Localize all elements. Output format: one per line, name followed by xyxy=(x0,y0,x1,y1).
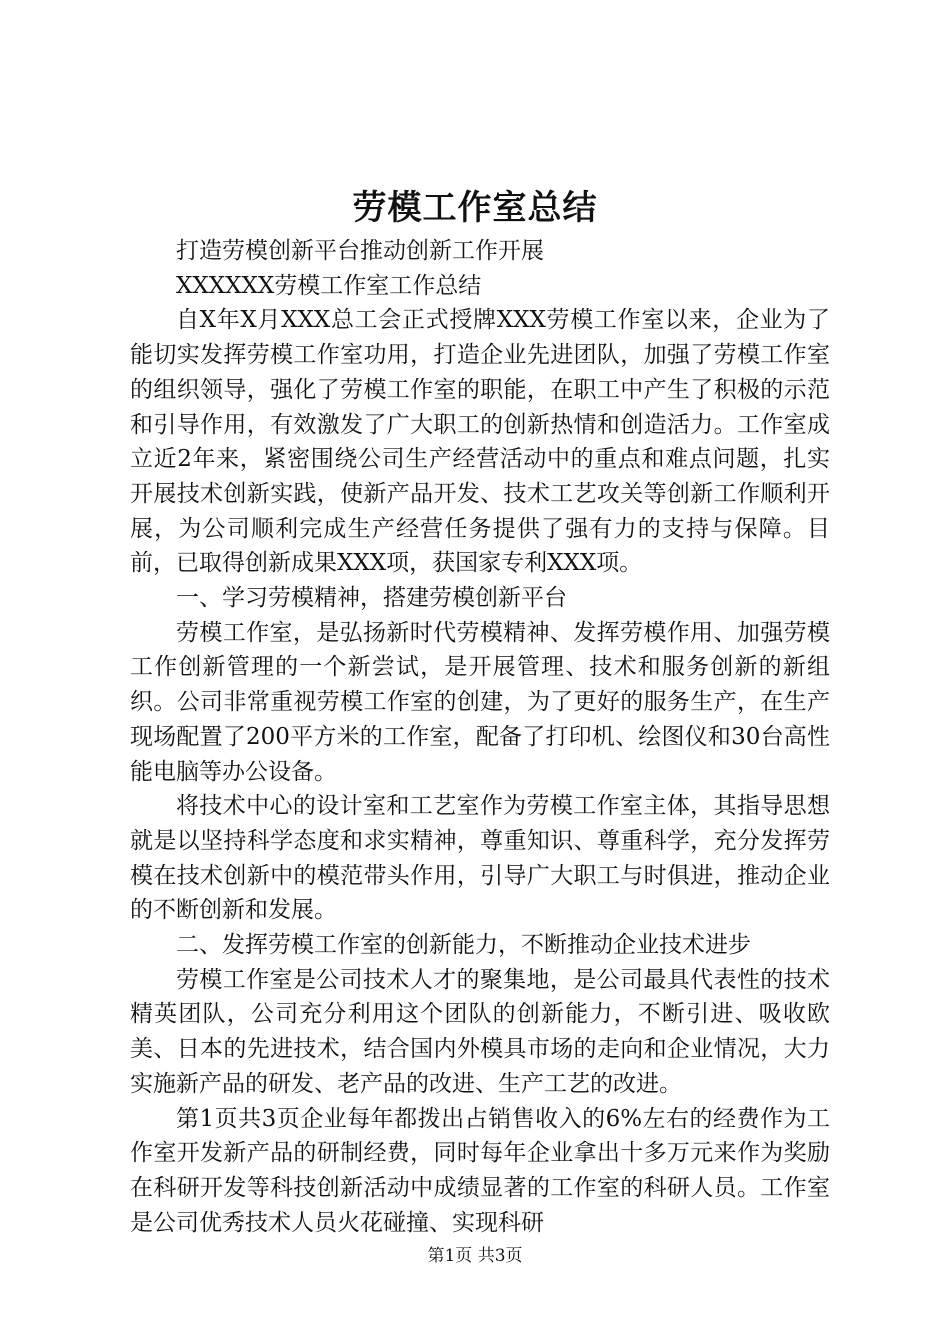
document-body xyxy=(130,234,830,1240)
section-heading-1: 一、学习劳模精神，搭建劳模创新平台 xyxy=(176,585,567,612)
section-heading-2: 二、发挥劳模工作室的创新能力，不断推动企业技术进步 xyxy=(176,932,751,959)
body-paragraph: 将技术中心的设计室和工艺室作为劳模工作室主体，其指导思想就是以坚持科学态度和求实精神，尊重知识、尊重科学，充分发挥劳模在技术创新中的模范带头作用，引导广大职工与时俱进，推动企业的不断创新和发展。 xyxy=(130,793,830,924)
body-paragraph: 劳模工作室，是弘扬新时代劳模精神、发挥劳模作用、加强劳模工作创新管理的一个新尝试，是开展管理、技术和服务创新的新组织。公司非常重视劳模工作室的创建，为了更好的服务生产，在生产现场配置了200平方米的工作室，配备了打印机、绘图仪和30台高性能电脑等办公设备。 xyxy=(130,619,830,785)
body-paragraph: 劳模工作室是公司技术人才的聚集地，是公司最具代表性的技术精英团队，公司充分利用这个团队的创新能力，不断引进、吸收欧美、日本的先进技术，结合国内外模具市场的走向和企业情况，大力实施新产品的研发、老产品的改进、生产工艺的改进。 xyxy=(130,966,830,1097)
body-paragraph: 第1页共3页企业每年都拨出占销售收入的6%左右的经费作为工作室开发新产品的研制经费，同时每年企业拿出十多万元来作为奖励在科研开发等科技创新活动中成绩显著的工作室的科研人员。工作室是公司优秀技术人员火花碰撞、实现科研 xyxy=(130,1105,830,1236)
document-title: 劳模工作室总结 xyxy=(352,188,598,228)
subtitle-paragraph: 打造劳模创新平台推动创新工作开展 xyxy=(176,238,544,264)
page-footer: 第1页 共3页 xyxy=(427,1246,523,1266)
report-name-paragraph: XXXXXX劳模工作室工作总结 xyxy=(176,272,482,299)
intro-paragraph: 自X年X月XXX总工会正式授牌XXX劳模工作室以来，企业为了能切实发挥劳模工作室功用，打造企业先进团队，加强了劳模工作室的组织领导，强化了劳模工作室的职能，在职工中产生了积极的示范和引导作用，有效激发了广大职工的创新热情和创造活力。工作室成立近2年来，紧密围绕公司生产经营活动中的重点和难点问题，扎实开展技术创新实践，使新产品开发、技术工艺攻关等创新工作顺利开展，为公司顺利完成生产经营任务提供了强有力的支持与保障。目前，已取得创新成果XXX项，获国家专利XXX项。 xyxy=(130,307,830,577)
